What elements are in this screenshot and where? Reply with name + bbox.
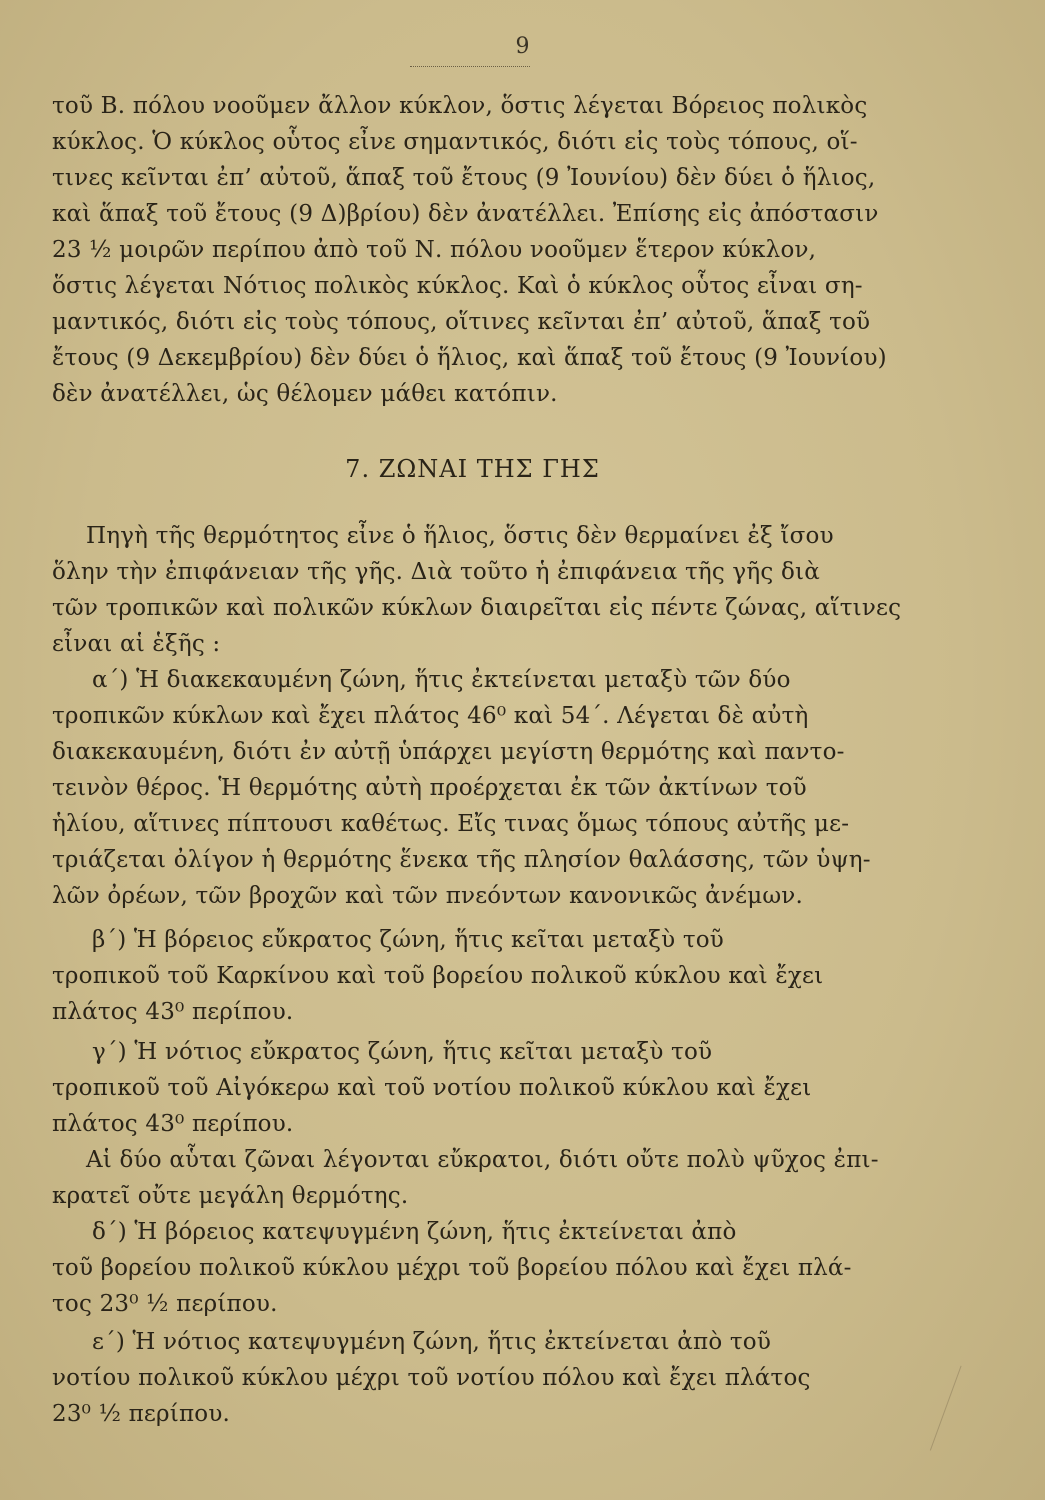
text-line: πλάτος 43⁰ περίπου. (52, 999, 294, 1025)
text-line: λῶν ὀρέων, τῶν βροχῶν καὶ τῶν πνεόντων κανονικῶς ἀνέμων. (52, 883, 803, 909)
zone-south-temperate (52, 1034, 890, 1142)
text-line: κύκλος. Ὁ κύκλος οὗτος εἶνε σημαντικός, διότι εἰς τοὺς τόπους, οἵ- (52, 129, 858, 155)
text-line: ὅστις λέγεται Νότιος πολικὸς κύκλος. Καὶ ὁ κύκλος οὗτος εἶναι ση- (52, 273, 863, 299)
text-line: γ΄) Ἡ νότιος εὔκρατος ζώνη, ἥτις κεῖται μεταξὺ τοῦ (92, 1039, 713, 1065)
paragraph-temperate-note (52, 1142, 890, 1214)
text-line: εἶναι αἱ ἑξῆς : (52, 631, 221, 657)
text-line: μαντικός, διότι εἰς τοὺς τόπους, οἵτινες κεῖνται ἐπ’ αὐτοῦ, ἅπαξ τοῦ (52, 309, 871, 335)
text-line: πλάτος 43⁰ περίπου. (52, 1111, 294, 1137)
text-line: δὲν ἀνατέλλει, ὡς θέλομεν μάθει κατόπιν. (52, 381, 558, 407)
text-line: δ΄) Ἡ βόρειος κατεψυγμένη ζώνη, ἥτις ἐκτείνεται ἀπὸ (92, 1219, 737, 1245)
text-line: τροπικοῦ τοῦ Καρκίνου καὶ τοῦ βορείου πολικοῦ κύκλου καὶ ἔχει (52, 963, 824, 989)
text-line: 23⁰ ½ περίπου. (52, 1401, 231, 1427)
text-line: ε΄) Ἡ νότιος κατεψυγμένη ζώνη, ἥτις ἐκτείνεται ἀπὸ τοῦ (92, 1329, 772, 1355)
text-line: ἔτους (9 Δεκεμβρίου) δὲν δύει ὁ ἥλιος, καὶ ἅπαξ τοῦ ἔτους (9 Ἰουνίου) (52, 345, 887, 371)
text-line: Πηγὴ τῆς θερμότητος εἶνε ὁ ἥλιος, ὅστις δὲν θερμαίνει ἐξ ἴσου (86, 523, 834, 549)
text-line: τεινὸν θέρος. Ἡ θερμότης αὐτὴ προέρχεται ἐκ τῶν ἀκτίνων τοῦ (52, 775, 807, 801)
zone-north-temperate (52, 922, 890, 1030)
text-line: τοῦ βορείου πολικοῦ κύκλου μέχρι τοῦ βορείου πόλου καὶ ἔχει πλά- (52, 1255, 852, 1281)
page-edge-mark (930, 1366, 999, 1465)
zone-torrid (52, 662, 890, 914)
text-line: κρατεῖ οὔτε μεγάλη θερμότης. (52, 1183, 409, 1209)
text-line: ἡλίου, αἵτινες πίπτουσι καθέτως. Εἴς τινας ὅμως τόπους αὐτῆς με- (52, 811, 850, 837)
text-line: α΄) Ἡ διακεκαυμένη ζώνη, ἥτις ἐκτείνεται μεταξὺ τῶν δύο (92, 667, 791, 693)
text-line: τῶν τροπικῶν καὶ πολικῶν κύκλων διαιρεῖται εἰς πέντε ζώνας, αἵτινες (52, 595, 902, 621)
text-line: τριάζεται ὀλίγον ἡ θερμότης ἕνεκα τῆς πλησίον θαλάσσης, τῶν ὑψη- (52, 847, 871, 873)
text-line: τροπικοῦ τοῦ Αἰγόκερω καὶ τοῦ νοτίου πολικοῦ κύκλου καὶ ἔχει (52, 1075, 812, 1101)
text-line: καὶ ἅπαξ τοῦ ἔτους (9 Δ)βρίου) δὲν ἀνατέλλει. Ἐπίσης εἰς ἀπόστασιν (52, 201, 879, 227)
text-line: 23 ½ μοιρῶν περίπου ἀπὸ τοῦ Ν. πόλου νοοῦμεν ἕτερον κύκλον, (52, 237, 817, 263)
text-line: ὅλην τὴν ἐπιφάνειαν τῆς γῆς. Διὰ τοῦτο ἡ ἐπιφάνεια τῆς γῆς διὰ (52, 559, 820, 585)
text-line: νοτίου πολικοῦ κύκλου μέχρι τοῦ νοτίου πόλου καὶ ἔχει πλάτος (52, 1365, 811, 1391)
zone-north-frigid (52, 1214, 890, 1322)
text-line: τος 23⁰ ½ περίπου. (52, 1291, 278, 1317)
text-line: διακεκαυμένη, διότι ἐν αὐτῇ ὑπάρχει μεγίστη θερμότης καὶ παντο- (52, 739, 845, 765)
page-number-rule (410, 66, 530, 67)
zone-south-frigid (52, 1324, 890, 1432)
text-line: τινες κεῖνται ἐπ’ αὐτοῦ, ἅπαξ τοῦ ἔτους (9 Ἰουνίου) δὲν δύει ὁ ἥλιος, (52, 165, 876, 191)
text-line: Αἱ δύο αὗται ζῶναι λέγονται εὔκρατοι, διότι οὔτε πολὺ ψῦχος ἐπι- (86, 1147, 879, 1173)
text-line: τροπικῶν κύκλων καὶ ἔχει πλάτος 46⁰ καὶ 54΄. Λέγεται δὲ αὐτὴ (52, 703, 809, 729)
page-number: 9 (515, 34, 530, 59)
paragraph-polar-circles (52, 88, 890, 412)
text-line: τοῦ Β. πόλου νοοῦμεν ἄλλον κύκλον, ὅστις λέγεται Βόρειος πολικὸς (52, 93, 868, 119)
paragraph-zones-intro (52, 518, 902, 662)
section-heading: 7. ΖΩΝΑΙ ΤΗΣ ΓΗΣ (345, 455, 600, 483)
text-line: β΄) Ἡ βόρειος εὔκρατος ζώνη, ἥτις κεῖται μεταξὺ τοῦ (92, 927, 724, 953)
